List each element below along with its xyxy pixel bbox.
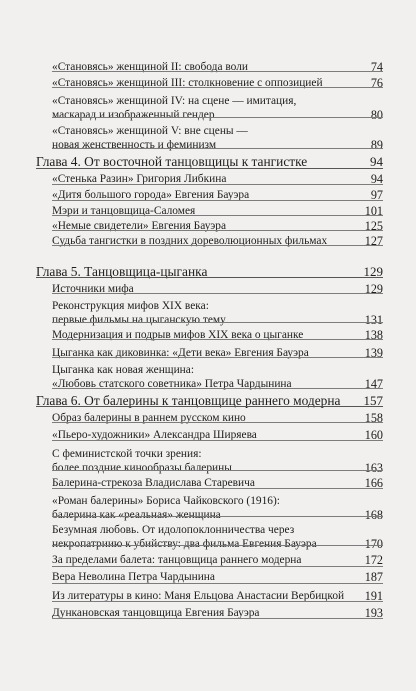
- toc-entry-title: Образ балерины в раннем русском кино: [52, 412, 246, 424]
- toc-divider: [52, 322, 383, 323]
- toc-divider: [52, 184, 383, 185]
- toc-divider: [52, 601, 383, 602]
- toc-page-number: 139: [364, 346, 383, 360]
- toc-entry-title: Вера Неволина Петра Чардынина: [52, 571, 215, 583]
- toc-entry-title: «Становясь» женщиной II: свобода воли: [52, 61, 248, 73]
- toc-entry-title: Модернизация и подрыв мифов XIX века о цыганке: [52, 329, 304, 341]
- toc-divider: [36, 277, 383, 278]
- toc-divider: [52, 293, 383, 294]
- toc-divider: [52, 230, 383, 231]
- toc-divider: [52, 583, 383, 584]
- toc-page-number: 163: [364, 461, 383, 475]
- toc-page-number: 187: [364, 570, 383, 584]
- toc-page-number: 138: [364, 328, 383, 342]
- toc-divider: [52, 87, 383, 88]
- toc-divider: [36, 406, 383, 407]
- toc-entry-title: «Становясь» женщиной V: вне сцены —: [52, 125, 248, 137]
- toc-page-number: 191: [364, 589, 383, 603]
- toc-chapter: [36, 155, 383, 169]
- toc-entry-title: «Немые свидетели» Евгения Бауэра: [52, 220, 227, 232]
- toc-page-number: 166: [364, 476, 383, 490]
- toc-entry-title: Реконструкция мифов XIX века:: [52, 300, 209, 312]
- toc-entry-title: Цыганка как диковинка: «Дети века» Евгения Бауэра: [52, 347, 309, 359]
- toc-divider: [52, 516, 383, 517]
- toc-page-number: 129: [363, 264, 383, 279]
- toc-page-number: 127: [364, 234, 383, 248]
- toc-entry-title: Из литературы в кино: Маня Ельцова Анастасии Вербицкой: [52, 590, 345, 602]
- toc-divider: [52, 339, 383, 340]
- toc-divider: [36, 168, 383, 169]
- toc-entry-title: Глава 4. От восточной танцовщицы к тангистке: [36, 154, 308, 169]
- toc-page-number: 147: [364, 377, 383, 391]
- toc-page-number: 168: [364, 508, 383, 522]
- toc-page-number: 158: [364, 411, 383, 425]
- toc-entry-title: «Стенька Разин» Григория Либкина: [52, 173, 227, 185]
- toc-page-number: 131: [364, 313, 383, 327]
- toc-page-number: 101: [364, 204, 383, 218]
- toc-divider: [52, 488, 383, 489]
- toc-divider: [52, 388, 383, 389]
- toc-entry-title: «Становясь» женщиной III: столкновение с оппозицией: [52, 77, 323, 89]
- toc-divider: [52, 566, 383, 567]
- toc-entry-title: За пределами балета: танцовщица раннего модерна: [52, 554, 302, 566]
- toc-entry-title: С феминистской точки зрения:: [52, 448, 202, 460]
- toc-entry-title: первые фильмы на цыганскую тему: [52, 314, 226, 326]
- toc-entry-title: более поздние кинообразы балерины: [52, 462, 232, 474]
- toc-page-number: 89: [370, 138, 383, 152]
- toc-divider: [52, 618, 383, 619]
- toc-page-number: 94: [370, 154, 383, 169]
- toc-entry-title: новая женственность и феминизм: [52, 139, 217, 151]
- toc-entry-title: Безумная любовь. От идолопоклонничества через: [52, 524, 295, 536]
- toc-divider: [52, 117, 383, 118]
- toc-page-number: 157: [363, 393, 383, 408]
- toc-entry-title: «Становясь» женщиной IV: на сцене — имитация,: [52, 95, 297, 107]
- toc-page-number: 74: [370, 60, 383, 74]
- toc-entry-title: некропатриию к убийству: два фильма Евгения Бауэра: [52, 538, 317, 550]
- toc-divider: [52, 148, 383, 149]
- toc-entry-title: маскарад и изображенный гендер: [52, 109, 215, 121]
- toc-divider: [52, 440, 383, 441]
- toc-divider: [52, 245, 383, 246]
- toc-entry-title: «Пьеро-художники» Александра Ширяева: [52, 429, 257, 441]
- toc-page-number: 97: [370, 188, 383, 202]
- toc-page-number: 76: [370, 76, 383, 90]
- toc-entry-title: Судьба тангистки в поздних дореволюционных фильмах: [52, 235, 328, 247]
- toc-divider: [52, 71, 383, 72]
- toc-divider: [52, 470, 383, 471]
- toc-entry: [52, 523, 383, 551]
- toc-entry: [52, 494, 383, 522]
- toc-entry: [52, 363, 383, 391]
- toc-page-number: 160: [364, 428, 383, 442]
- toc-entry-title: Глава 5. Танцовщица-цыганка: [36, 264, 208, 279]
- toc-page-number: 193: [364, 606, 383, 620]
- toc-page-number: 129: [364, 282, 383, 296]
- toc-entry-title: «Роман балерины» Бориса Чайковского (1916):: [52, 495, 280, 507]
- toc-entry-title: «Любовь статского советника» Петра Чардынина: [52, 378, 292, 390]
- toc-entry-title: Дункановская танцовщица Евгения Бауэра: [52, 607, 260, 619]
- toc-divider: [52, 422, 383, 423]
- toc-entry-title: Балерина-стрекоза Владислава Старевича: [52, 477, 255, 489]
- toc-entry-title: Цыганка как новая женщина:: [52, 364, 194, 376]
- toc-page-number: 80: [370, 108, 383, 122]
- toc-entry: [52, 553, 383, 567]
- toc-entry-title: Источники мифа: [52, 283, 134, 295]
- toc-page-number: 172: [364, 553, 383, 567]
- toc-entry: [52, 570, 383, 584]
- toc-divider: [52, 215, 383, 216]
- toc-entry-title: Мэри и танцовщица-Саломея: [52, 205, 196, 217]
- toc-entry-title: балерина как «реальная» женщина: [52, 509, 221, 521]
- toc-entry-title: Глава 6. От балерины к танцовщице раннего модерна: [36, 393, 341, 408]
- toc-entry-title: «Дитя большого города» Евгения Бауэра: [52, 189, 250, 201]
- toc-divider: [52, 545, 383, 546]
- toc-page-number: 170: [364, 537, 383, 551]
- toc-page-number: 94: [370, 172, 383, 186]
- toc-divider: [52, 357, 383, 358]
- toc-divider: [52, 200, 383, 201]
- toc-page-number: 125: [364, 219, 383, 233]
